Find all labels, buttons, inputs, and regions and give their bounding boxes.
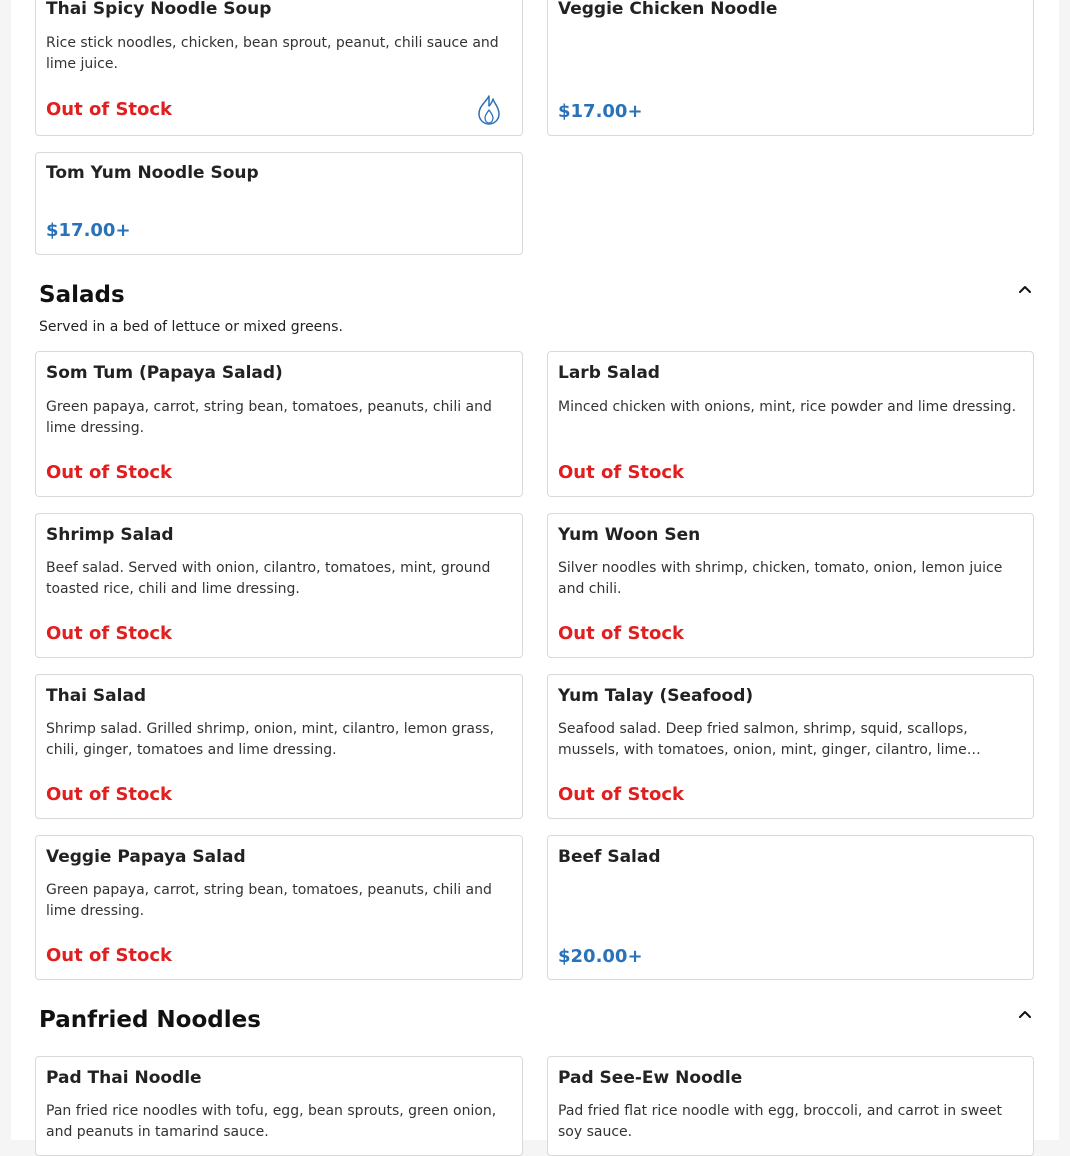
menu-item-name: Shrimp Salad: [46, 525, 174, 545]
menu-item-card[interactable]: [547, 835, 1034, 980]
menu-item-price: $20.00+: [558, 946, 643, 967]
menu-item-description: Pan fried rice noodles with tofu, egg, bean sprouts, green onion, and peanuts in tamarind sauce.: [46, 1103, 497, 1140]
menu-item-name: Larb Salad: [558, 363, 660, 383]
menu-item-description: Shrimp salad. Grilled shrimp, onion, mint, cilantro, lemon grass, chili, ginger, tomatoes and lime dressing.: [46, 721, 495, 758]
menu-item-description: Minced chicken with onions, mint, rice powder and lime dressing.: [558, 399, 1017, 415]
menu-item-description: Rice stick noodles, chicken, bean sprout, peanut, chili sauce and lime juice.: [46, 35, 499, 72]
menu-page: [11, 0, 1059, 1140]
menu-item-name: Yum Woon Sen: [558, 525, 701, 545]
menu-item-name: Tom Yum Noodle Soup: [46, 163, 259, 183]
menu-item-card[interactable]: [35, 513, 523, 658]
menu-item-card[interactable]: [35, 1056, 523, 1156]
menu-item-name: Veggie Chicken Noodle: [558, 0, 778, 19]
out-of-stock-label: Out of Stock: [558, 784, 685, 805]
menu-item-description: Green papaya, carrot, string bean, tomatoes, peanuts, chili and lime dressing.: [46, 882, 492, 919]
menu-item-description: Silver noodles with shrimp, chicken, tomato, onion, lemon juice and chili.: [558, 560, 1003, 597]
out-of-stock-label: Out of Stock: [46, 99, 173, 120]
out-of-stock-label: Out of Stock: [46, 945, 173, 966]
menu-item-card[interactable]: [547, 1056, 1034, 1156]
section-title-salads: Salads: [39, 282, 125, 308]
menu-item-card[interactable]: [547, 351, 1034, 497]
menu-item-description: Pad fried flat rice noodle with egg, broccoli, and carrot in sweet soy sauce.: [558, 1103, 1003, 1140]
flame-icon: [476, 94, 502, 126]
out-of-stock-label: Out of Stock: [46, 784, 173, 805]
menu-item-card[interactable]: [35, 351, 523, 497]
menu-item-card[interactable]: [35, 152, 523, 255]
menu-item-description: Green papaya, carrot, string bean, tomatoes, peanuts, chili and lime dressing.: [46, 399, 492, 436]
menu-item-name: Thai Spicy Noodle Soup: [46, 0, 272, 19]
chevron-up-icon[interactable]: [1015, 279, 1035, 299]
out-of-stock-label: Out of Stock: [46, 623, 173, 644]
menu-item-name: Thai Salad: [46, 686, 147, 706]
menu-item-name: Yum Talay (Seafood): [558, 686, 754, 706]
menu-item-description: Beef salad. Served with onion, cilantro, tomatoes, mint, ground toasted rice, chili and lime dressing.: [46, 560, 491, 597]
section-title-panfried-noodles: Panfried Noodles: [39, 1007, 261, 1033]
menu-item-price: $17.00+: [46, 220, 131, 241]
menu-item-description: Seafood salad. Deep fried salmon, shrimp, squid, scallops, mussels, with tomatoes, onion, mint, ginger, cilantro, lime…: [558, 721, 981, 758]
menu-item-card[interactable]: [35, 674, 523, 819]
menu-item-name: Pad Thai Noodle: [46, 1068, 202, 1088]
menu-item-name: Veggie Papaya Salad: [46, 847, 246, 867]
menu-item-card[interactable]: [35, 0, 523, 136]
section-subtitle-salads: Served in a bed of lettuce or mixed greens.: [39, 319, 343, 335]
menu-item-card[interactable]: [547, 674, 1034, 819]
menu-item-card[interactable]: [547, 0, 1034, 136]
out-of-stock-label: Out of Stock: [46, 462, 173, 483]
out-of-stock-label: Out of Stock: [558, 462, 685, 483]
chevron-up-icon[interactable]: [1015, 1004, 1035, 1024]
menu-item-name: Beef Salad: [558, 847, 661, 867]
menu-item-card[interactable]: [35, 835, 523, 980]
menu-item-name: Pad See-Ew Noodle: [558, 1068, 743, 1088]
menu-item-card[interactable]: [547, 513, 1034, 658]
out-of-stock-label: Out of Stock: [558, 623, 685, 644]
menu-item-name: Som Tum (Papaya Salad): [46, 363, 283, 383]
menu-item-price: $17.00+: [558, 101, 643, 122]
